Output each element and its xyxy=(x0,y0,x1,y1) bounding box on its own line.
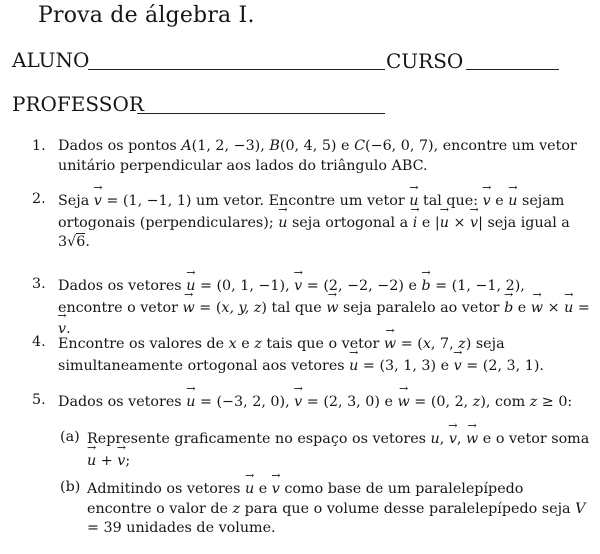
question-5-item-a: (a) Represente graficamente no espaço os vetores u, → v, → w e o vetor soma → u + → v; xyxy=(87,428,592,471)
aluno-line xyxy=(88,69,385,70)
question-5-item-b: (b) Admitindo os vetores → u e → v como base de um paralelepípedo encontre o valor de z para que o volume desse paralelepípedo seja V = 39 unidades de volume. xyxy=(87,478,592,539)
professor-line xyxy=(137,113,385,114)
question-3: 3. Dados os vetores → u = (0, 1, −1), → v = (2, −2, −2) e → b = (1, −1, 2), encontre o vetor → w = (x, y, z) tal que → w seja paralelo ao vetor → b e → w × → u = → v. xyxy=(58,275,592,340)
question-2: 2. Seja → v = (1, −1, 1) um vetor. Encontre um vetor → u tal que: → v e → u sejam ortogonais (perpendiculares); → u seja ortogonal a → i e |→ u × → v| seja igual a 3√6. xyxy=(58,190,592,253)
curso-label: CURSO xyxy=(386,49,464,73)
exam-title: Prova de álgebra I. xyxy=(38,3,255,28)
professor-label: PROFESSOR xyxy=(12,92,144,116)
question-4: 4. Encontre os valores de x e z tais que o vetor → w = (x, 7, z) seja simultaneamente ortogonal aos vetores → u = (3, 1, 3) e → v = (2, 3, 1). xyxy=(58,333,592,376)
question-number: 2. xyxy=(32,191,46,207)
question-number: 1. xyxy=(32,138,46,154)
question-1: 1. Dados os pontos A(1, 2, −3), B(0, 4, 5) e C(−6, 0, 7), encontre um vetor unitário perpendicular aos lados do triângulo ABC. xyxy=(32,138,577,174)
question-number: 5. xyxy=(32,392,46,408)
subitem-label: (b) xyxy=(60,479,81,495)
aluno-label: ALUNO xyxy=(12,48,90,72)
subitem-label: (a) xyxy=(60,429,80,445)
curso-line xyxy=(466,69,559,70)
question-5: 5. Dados os vetores → u = (−3, 2, 0), → v = (2, 3, 0) e → w = (0, 2, z), com z ≥ 0: xyxy=(58,391,592,413)
question-number: 3. xyxy=(32,276,46,292)
question-number: 4. xyxy=(32,334,46,350)
